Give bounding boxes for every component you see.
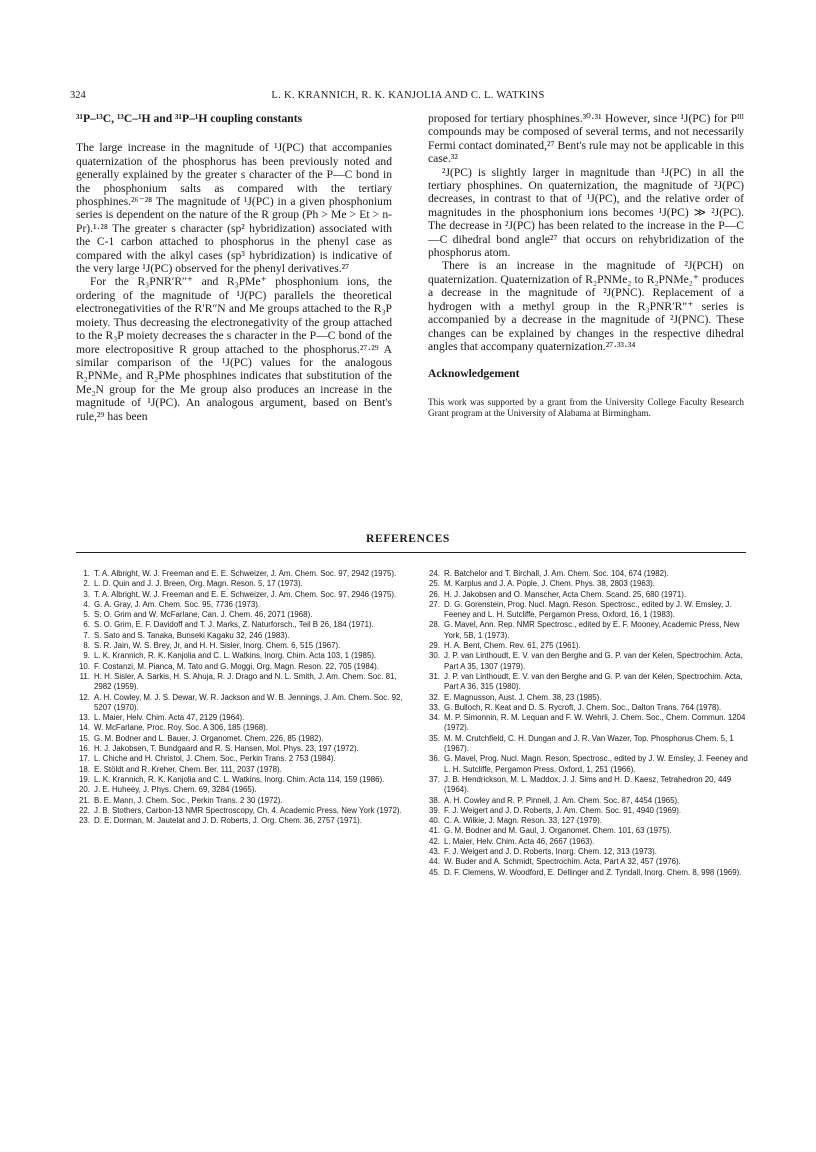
reference-item — [74, 693, 404, 714]
reference-item — [424, 672, 754, 693]
reference-number: 15. — [79, 733, 90, 743]
reference-text: J. P. van Linthoudt, E. V. van den Berghe and G. P. van der Kelen, Spectrochim. Acta, Part A 36, 315 (1980). — [444, 671, 743, 692]
page-header — [70, 90, 746, 104]
reference-number: 28. — [429, 620, 440, 630]
reference-text: S. R. Jain, W. S. Brey, Jr, and H. H. Sisler, Inorg. Chem. 6, 515 (1967). — [94, 641, 341, 651]
reference-text: S. O. Grim and W. McFarlane, Can. J. Chem. 46, 2071 (1968). — [94, 610, 313, 620]
reference-text: M. M. Crutchfield, C. H. Dungan and J. R. Van Wazer, Top. Phosphorus Chem. 5, 1 (1967). — [444, 733, 734, 754]
reference-number: 41. — [429, 826, 440, 836]
left-text-column — [76, 112, 392, 423]
reference-item — [74, 775, 404, 785]
reference-text: T. A. Albright, W. J. Freeman and E. E. Schweizer, J. Am. Chem. Soc. 97, 2946 (1975). — [94, 589, 397, 599]
reference-number: 4. — [83, 599, 90, 609]
reference-text: L. K. Krannich, R. K. Kanjolia and C. L. Watkins, Inorg. Chim. Acta 114, 159 (1986). — [94, 774, 385, 784]
reference-item — [424, 837, 754, 847]
reference-item — [74, 754, 404, 764]
reference-item — [74, 806, 404, 816]
reference-item — [424, 847, 754, 857]
reference-item — [424, 806, 754, 816]
reference-item — [74, 734, 404, 744]
reference-item — [74, 651, 404, 661]
reference-text: M. Karplus and J. A. Pople, J. Chem. Phys. 38, 2803 (1963). — [444, 579, 655, 589]
reference-number: 27. — [429, 599, 440, 609]
reference-item — [74, 723, 404, 733]
reference-text: A. H. Cowley, M. J. S. Dewar, W. R. Jackson and W. B. Jennings, J. Am. Chem. Soc. 92, 5207 (1970). — [94, 692, 403, 712]
reference-item — [74, 796, 404, 806]
reference-item — [424, 868, 754, 878]
reference-text: S. O. Grim, E. F. Davidoff and T. J. Marks, Z. Naturforsch., Teil B 26, 184 (1971). — [94, 620, 374, 630]
reference-text: M. P. Simonnin, R. M. Lequan and F. W. Wehrli, J. Chem. Soc., Chem. Commun. 1204 (1972). — [444, 713, 746, 733]
reference-text: J. B. Hendrickson, M. L. Maddox, J. J. Sims and H. D. Kaesz, Tetrahedron 20, 449 (1964). — [444, 774, 732, 795]
reference-number: 8. — [83, 641, 90, 651]
reference-number: 5. — [83, 610, 90, 620]
reference-item — [424, 713, 754, 734]
reference-number: 37. — [429, 774, 440, 784]
reference-number: 7. — [83, 630, 90, 640]
reference-number: 36. — [429, 754, 440, 764]
reference-text: C. A. Wilkie, J. Magn. Reson. 33, 127 (1979). — [444, 816, 602, 826]
body-paragraph: The large increase in the magnitude of ¹J(PC) that accompanies quaternization of the phosphorus has been previously noted and generally explained by the greater s character of the P—C bond in the phosphonium salts as compared with the tertiary phosphines.²⁶⁻²⁸ The magnitude of ¹J(PC) in a given phosphonium series is dependent on the nature of the R group (Ph > Me > Et > n-Pr).¹·²⁸ The greater s character (sp² hybridization) associated with the C-1 carbon attached to phosphorus in the phenyl case as compared with the alkyl cases (sp³ hybridization) is indicative of the very large ¹J(PC) observed for the phenyl derivatives.²⁷ — [76, 141, 392, 276]
reference-text: D. E. Dorman, M. Jautelat and J. D. Roberts, J. Org. Chem. 36, 2757 (1971). — [94, 816, 362, 826]
reference-text: R. Batchelor and T. Birchall, J. Am. Chem. Soc. 104, 674 (1982). — [444, 569, 669, 578]
reference-number: 19. — [79, 774, 90, 784]
reference-number: 23. — [79, 816, 90, 826]
reference-number: 44. — [429, 857, 440, 867]
reference-text: B. E. Mann, J. Chem. Soc., Perkin Trans. 2 30 (1972). — [94, 795, 283, 805]
reference-text: L. Maier, Helv. Chim. Acta 46, 2667 (1963). — [444, 836, 595, 846]
reference-text: F. J. Weigert and J. D. Roberts, J. Am. Chem. Soc. 91, 4940 (1969). — [444, 805, 682, 815]
reference-number: 35. — [429, 733, 440, 743]
reference-item — [74, 785, 404, 795]
reference-item — [424, 703, 754, 713]
reference-text: L. K. Krannich, R. K. Kanjolia and C. L. Watkins, Inorg. Chim. Acta 103, 1 (1985). — [94, 651, 377, 661]
reference-number: 32. — [429, 692, 440, 702]
reference-item — [424, 641, 754, 651]
reference-number: 12. — [79, 692, 90, 702]
reference-number: 22. — [79, 805, 90, 815]
reference-text: S. Sato and S. Tanaka, Bunseki Kagaku 32, 246 (1983). — [94, 630, 290, 640]
reference-item — [424, 857, 754, 867]
reference-text: G. Bulloch, R. Keat and D. S. Rycroft, J. Chem. Soc., Dalton Trans. 764 (1978). — [444, 702, 722, 712]
reference-text: J. P. van Linthoudt, E. V. van den Berghe and G. P. van der Kelen, Spectrochim. Acta, Part A 35, 1307 (1979). — [444, 651, 743, 671]
reference-item — [424, 796, 754, 806]
reference-item — [424, 579, 754, 589]
reference-number: 34. — [429, 713, 440, 723]
reference-item — [424, 569, 754, 579]
reference-number: 33. — [429, 702, 440, 712]
reference-item — [74, 713, 404, 723]
reference-text: A. H. Cowley and R. P. Pinnell, J. Am. Chem. Soc. 87, 4454 (1965). — [444, 795, 680, 805]
reference-text: W. McFarlane, Proc. Roy. Soc. A 306, 185 (1968). — [94, 723, 268, 733]
reference-item — [424, 826, 754, 836]
reference-item — [74, 631, 404, 641]
reference-item — [424, 620, 754, 641]
reference-number: 14. — [79, 723, 90, 733]
reference-number: 25. — [429, 579, 440, 589]
reference-number: 2. — [83, 579, 90, 589]
reference-text: G. A. Gray, J. Am. Chem. Soc. 95, 7736 (1973). — [94, 599, 261, 609]
reference-text: E. Magnusson, Aust. J. Chem. 38, 23 (1985). — [444, 692, 602, 702]
reference-item — [74, 600, 404, 610]
reference-number: 30. — [429, 651, 440, 661]
references-title: REFERENCES — [366, 532, 450, 545]
reference-number: 9. — [83, 651, 90, 661]
reference-number: 16. — [79, 744, 90, 754]
reference-text: T. A. Albright, W. J. Freeman and E. E. Schweizer, J. Am. Chem. Soc. 97, 2942 (1975). — [94, 569, 397, 578]
reference-number: 10. — [79, 661, 90, 671]
reference-number: 26. — [429, 589, 440, 599]
reference-item — [74, 641, 404, 651]
reference-text: F. J. Weigert and J. D. Roberts, Inorg. Chem. 12, 313 (1973). — [444, 847, 657, 857]
acknowledgement-text: This work was supported by a grant from the University College Faculty Research Grant program at the University of Alabama at Birmingham. — [428, 396, 744, 419]
reference-text: L. Chiche and H. Christol, J. Chem. Soc., Perkin Trans. 2 753 (1984). — [94, 754, 336, 764]
reference-item — [74, 610, 404, 620]
reference-text: H. H. Sisler, A. Sarkis, H. S. Ahuja, R. J. Drago and N. L. Smith, J. Am. Chem. Soc. 81, 2982 (1959). — [94, 671, 397, 692]
reference-item — [74, 620, 404, 630]
reference-number: 17. — [79, 754, 90, 764]
reference-item — [424, 775, 754, 796]
reference-text: L. Maier, Helv. Chim. Acta 47, 2129 (1964). — [94, 713, 245, 723]
reference-item — [424, 816, 754, 826]
reference-number: 13. — [79, 713, 90, 723]
reference-text: J. B. Stothers, Carbon-13 NMR Spectroscopy, Ch. 4. Academic Press, New York (1972). — [94, 805, 402, 815]
section-spacer — [428, 353, 744, 367]
reference-text: D. F. Clemens, W. Woodford, E. Dellinger and Z. Tyndall, Inorg. Chem. 8, 998 (1969). — [444, 867, 742, 877]
reference-text: H. J. Jakobsen and O. Manscher, Acta Chem. Scand. 25, 680 (1971). — [444, 589, 687, 599]
reference-text: F. Costanzi, M. Pianca, M. Tato and G. Moggi, Org. Magn. Reson. 22, 705 (1984). — [94, 661, 379, 671]
reference-item — [74, 765, 404, 775]
reference-text: W. Buder and A. Schmidt, Spectrochim. Acta, Part A 32, 457 (1976). — [444, 857, 681, 867]
section-title: ³¹P–¹³C, ¹³C–¹H and ³¹P–¹H coupling constants — [76, 112, 303, 125]
reference-text: J. E. Huheey, J. Phys. Chem. 69, 3284 (1965). — [94, 785, 257, 795]
reference-number: 39. — [429, 805, 440, 815]
reference-number: 21. — [79, 795, 90, 805]
reference-number: 20. — [79, 785, 90, 795]
reference-number: 43. — [429, 847, 440, 857]
reference-item — [424, 600, 754, 621]
body-paragraph: proposed for tertiary phosphines.³⁰·³¹ However, since ¹J(PC) for Pᴵᴵᴵ compounds may be composed of several terms, and not necessarily Fermi contact dominated,²⁷ Bent's rule may not be applicable in this case.³² — [428, 112, 744, 166]
reference-number: 6. — [83, 620, 90, 630]
reference-item — [74, 744, 404, 754]
reference-item — [74, 672, 404, 693]
reference-number: 24. — [429, 569, 440, 578]
reference-item — [424, 693, 754, 703]
reference-text: H. A. Bent, Chem. Rev. 61, 275 (1961). — [444, 641, 581, 651]
reference-number: 3. — [83, 589, 90, 599]
reference-number: 42. — [429, 836, 440, 846]
reference-item — [424, 754, 754, 775]
reference-item — [74, 569, 404, 579]
reference-item — [74, 579, 404, 589]
body-paragraph: For the R₃PNR′R″⁺ and R₃PMe⁺ phosphonium ions, the ordering of the magnitude of ¹J(PC) parallels the theoretical electronegativities of the R′R″N and Me groups attached to the R₃P moiety. Thus decreasing the electronegativity of the group attached to the R₃P moiety decreases the s character in the P—C bond of the more electropositive R group attached to the phosphorus.²⁷·²⁹ A similar comparison of the ¹J(PC) values for the analogous R₂PNMe₂ and R₂PMe phosphines indicates that substitution of the Me₂N group for the Me group also produces an increase in the magnitude of ¹J(PC). An analogous argument, based on Bent's rule,²⁹ has been — [76, 275, 392, 423]
running-head: L. K. KRANNICH, R. K. KANJOLIA AND C. L. WATKINS — [271, 90, 545, 101]
reference-item — [424, 590, 754, 600]
reference-number: 11. — [79, 671, 90, 681]
references-right-column — [424, 569, 754, 878]
reference-item — [424, 734, 754, 755]
reference-number: 31. — [429, 671, 440, 681]
reference-item — [74, 662, 404, 672]
reference-item — [74, 816, 404, 826]
reference-item — [424, 651, 754, 672]
references-rule — [76, 552, 746, 553]
reference-text: D. G. Gorenstein, Prog. Nucl. Magn. Reson. Spectrosc., edited by J. W. Emsley, J. Feeney and L. H. Sutcliffe, Pergamon Press, Oxford, 16, 1 (1983). — [444, 599, 732, 620]
reference-number: 45. — [429, 867, 440, 877]
reference-number: 1. — [83, 569, 90, 578]
reference-text: G. M. Bodner and L. Bauer, J. Organomet. Chem. 226, 85 (1982). — [94, 733, 324, 743]
reference-number: 40. — [429, 816, 440, 826]
reference-number: 18. — [79, 764, 90, 774]
reference-text: G. Mavel, Ann. Rep. NMR Spectrosc., edited by E. F. Mooney, Academic Press, New York, 5B, 1 (1973). — [444, 620, 740, 640]
reference-text: H. J. Jakobsen, T. Bundgaard and R. S. Hansen, Mol. Phys. 23, 197 (1972). — [94, 744, 359, 754]
page-number: 324 — [70, 90, 86, 101]
reference-text: G. Mavel, Prog. Nucl. Magn. Reson. Spectrosc., edited by J. W. Emsley, J. Feeney and L. H. Sutcliffe, Pergamon Press, Oxford, 1, 251 (1966). — [444, 754, 748, 774]
reference-text: G. M. Bodner and M. Gaul, J. Organomet. Chem. 101, 63 (1975). — [444, 826, 672, 836]
body-paragraph: ²J(PC) is slightly larger in magnitude than ¹J(PC) in all the tertiary phosphines. On quaternization, the magnitude of ²J(PC) decreases, in contrast to that of ¹J(PC), and the relative order of magnitudes in the phosphonium ions becomes ¹J(PC) ≫ ²J(PC). The decrease in ²J(PC) has been related to the increase in the P—C—C dihedral bond angle²⁷ that occurs on rehybridization of the phosphorus atom. — [428, 165, 744, 260]
acknowledgement-title: Acknowledgement — [428, 367, 520, 381]
right-text-column — [428, 112, 744, 420]
references-left-column — [74, 569, 404, 826]
reference-number: 29. — [429, 641, 440, 651]
body-paragraph: There is an increase in the magnitude of ²J(PCH) on quaternization. Quaternization of R₂PNMe₂ to R₂PNMe₂⁺ produces a decrease in the magnitude of ²J(PNC). Replacement of a hydrogen with a methyl group in the R₃PNR′R″⁺ series is accompanied by a decrease in the magnitude of ²J(PNC). These changes can be explained by changes in the respective dihedral angles that accompany quaternization.²⁷·³³·³⁴ — [428, 259, 744, 353]
reference-text: E. Stöldt and R. Kreher, Chem. Ber. 111, 2037 (1978). — [94, 764, 282, 774]
reference-text: L. D. Quin and J. J. Breen, Org. Magn. Reson. 5, 17 (1973). — [94, 579, 303, 589]
reference-number: 38. — [429, 795, 440, 805]
reference-item — [74, 590, 404, 600]
